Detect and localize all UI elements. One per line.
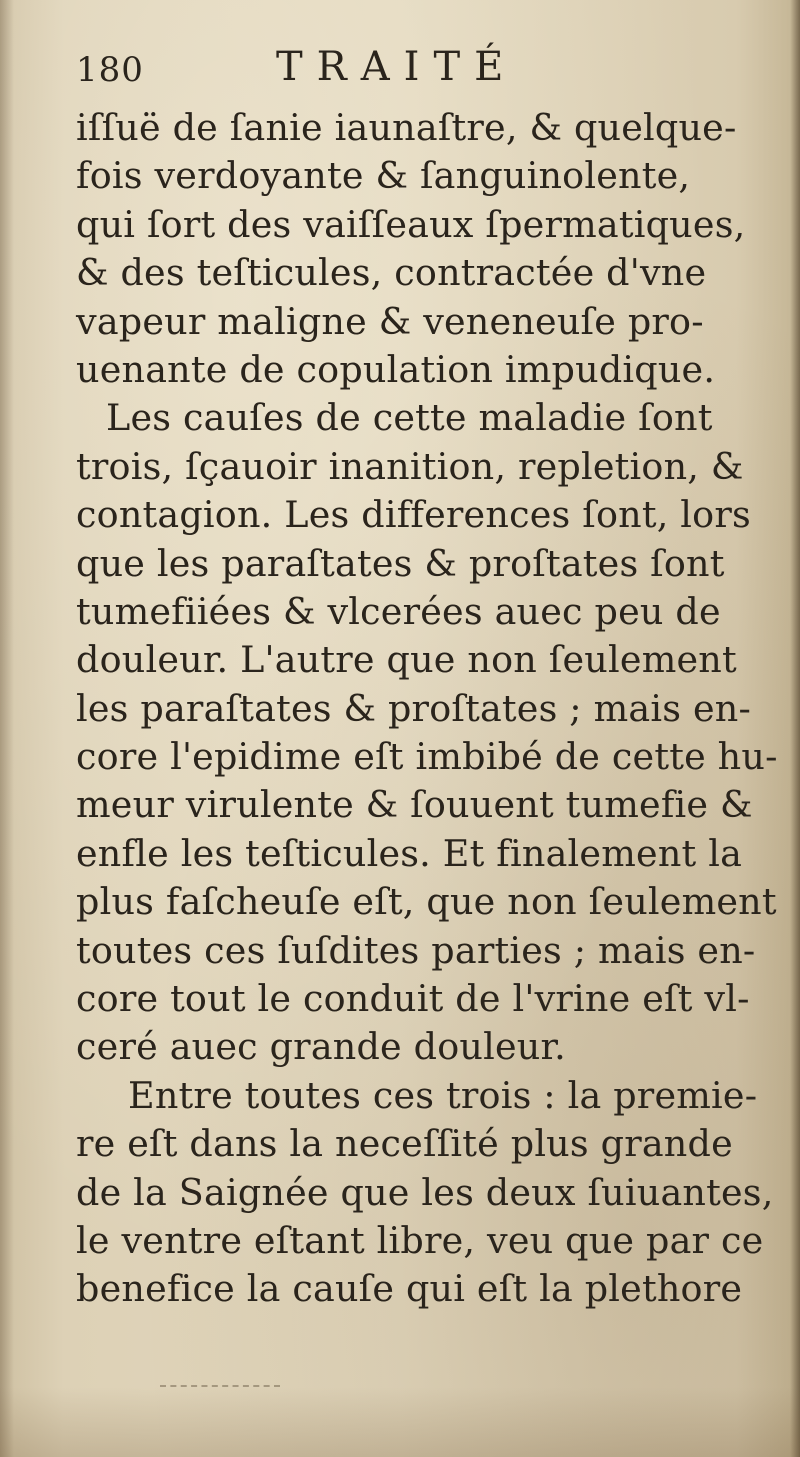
text-line: iſſuë de ſanie iaunaſtre, & quelque- bbox=[76, 106, 737, 149]
catchword-rule bbox=[160, 1385, 280, 1389]
page-number: 180 bbox=[76, 50, 144, 90]
page-header bbox=[76, 44, 776, 94]
text-line: core tout le conduit de l'vrine eſt vl- bbox=[76, 977, 750, 1021]
text-line: benefice la cauſe qui eſt la plethore bbox=[76, 1267, 743, 1311]
text-line: toutes ces ſuſdites parties ; mais en- bbox=[76, 928, 756, 972]
body-text bbox=[76, 104, 776, 1314]
text-line: douleur. L'autre que non ſeulement bbox=[76, 638, 737, 682]
text-line: core l'epidime eſt imbibé de cette hu- bbox=[76, 735, 778, 779]
gutter-shadow bbox=[0, 0, 14, 1457]
text-line: ceré auec grande douleur. bbox=[76, 1025, 566, 1069]
text-line: contagion. Les differences ſont, lors bbox=[76, 493, 751, 537]
page-edge bbox=[790, 0, 800, 1457]
text-line: le ventre eſtant libre, veu que par ce bbox=[76, 1218, 764, 1262]
text-line: tumefiiées & vlcerées auec peu de bbox=[76, 589, 721, 633]
text-line: uenante de copulation impudique. bbox=[76, 347, 716, 391]
text-line: plus faſcheuſe eſt, que non ſeulement bbox=[76, 880, 777, 924]
text-line: que les paraſtates & proſtates ſont bbox=[76, 541, 725, 585]
text-line: meur virulente & ſouuent tumefie & bbox=[76, 783, 753, 827]
text-line: enfle les teſticules. Et finalement la bbox=[76, 831, 743, 875]
text-line: qui ſort des vaiſſeaux ſpermatiques, bbox=[76, 202, 746, 246]
text-line: fois verdoyante & ſanguinolente, bbox=[76, 154, 691, 198]
page-bottom-stain bbox=[0, 1387, 800, 1457]
text-line: de la Saignée que les deux ſuiuantes, bbox=[76, 1170, 774, 1214]
running-head: TRAITÉ bbox=[276, 44, 518, 90]
text-line: les paraſtates & proſtates ; mais en- bbox=[76, 686, 752, 730]
paragraph-start-line: Les cauſes de cette maladie ſont bbox=[106, 396, 713, 440]
text-line: & des teſticules, contractée d'vne bbox=[76, 251, 707, 295]
text-line: vapeur maligne & veneneuſe pro- bbox=[76, 299, 704, 343]
text-line: trois, ſçauoir inanition, repletion, & bbox=[76, 444, 744, 488]
text-line: re eſt dans la neceſſité plus grande bbox=[76, 1122, 733, 1166]
paragraph-start-line: Entre toutes ces trois : la premie- bbox=[128, 1073, 758, 1117]
